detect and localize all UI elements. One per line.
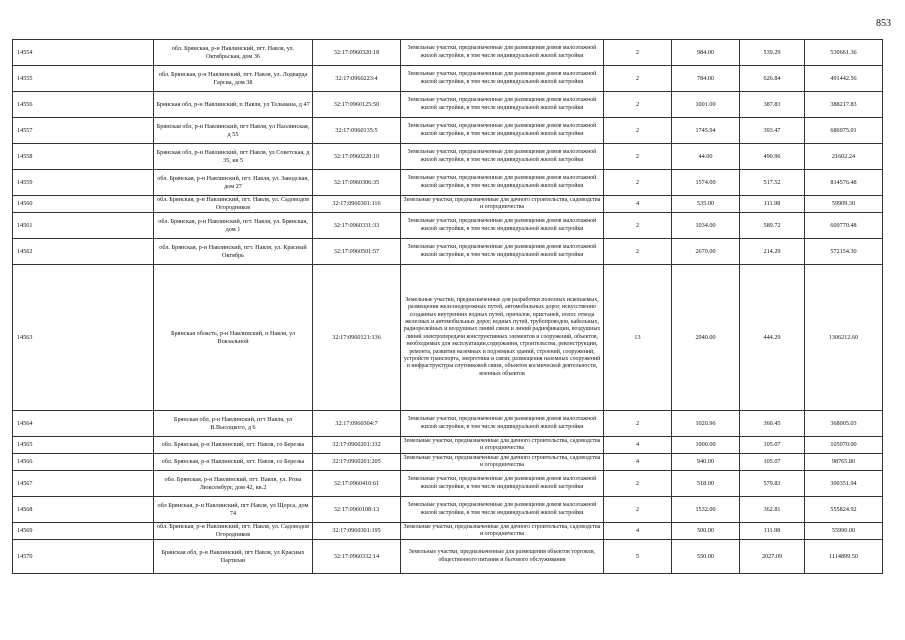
table-row	[13, 66, 883, 92]
land-use-cell: Земельные участки, предназначенные для размещения домов малоэтажной жилой застройки, в том числе индивидуальной жилой застройки	[401, 170, 604, 196]
use-group-cell: 2	[604, 144, 672, 170]
land-use-cell: Земельные участки, предназначенные для размещения домов малоэтажной жилой застройки, в том числе индивидуальной жилой застройки	[401, 118, 604, 144]
cadastral-value-cell: 98765.80	[805, 454, 883, 471]
land-use-cell: Земельные участки, предназначенные для размещения домов малоэтажной жилой застройки, в том числе индивидуальной жилой застройки	[401, 40, 604, 66]
land-use-cell: Земельные участки, предназначенные для дачного строительства, садоводства и огородничества	[401, 523, 604, 540]
cadastral-value-cell: 1114899.50	[805, 540, 883, 574]
address-cell: обл. Брянская, р-н Навлинский, пгт. Навля, ул. Заводская, дом 27	[154, 170, 313, 196]
specific-value-cell: 490.96	[740, 144, 805, 170]
use-group-cell: 13	[604, 265, 672, 411]
area-cell: 984.00	[672, 40, 740, 66]
parcel-id-cell: 14567	[13, 471, 154, 497]
land-use-cell: Земельные участки, предназначенные для размещения домов малоэтажной жилой застройки, в том числе индивидуальной жилой застройки	[401, 239, 604, 265]
parcel-id-cell: 14561	[13, 213, 154, 239]
land-use-cell: Земельные участки, предназначенные для размещения домов малоэтажной жилой застройки, в том числе индивидуальной жилой застройки	[401, 92, 604, 118]
area-cell: 1020.96	[672, 411, 740, 437]
parcel-id-cell: 14555	[13, 66, 154, 92]
parcel-id-cell: 14570	[13, 540, 154, 574]
specific-value-cell: 517.52	[740, 170, 805, 196]
address-cell: Брянская обл, р-н Навлинский, пгт Навля, ул Наолинская, д 55	[154, 118, 313, 144]
specific-value-cell: 579.83	[740, 471, 805, 497]
cadastral-number-cell: 32:17:0960108:13	[313, 497, 401, 523]
cadastral-value-cell: 555824.92	[805, 497, 883, 523]
land-use-cell: Земельные участки, предназначенные для размещения объектов торговли, общественного питания и бытового обслуживания	[401, 540, 604, 574]
cadastral-value-cell: 368005.03	[805, 411, 883, 437]
area-cell: 2670.00	[672, 239, 740, 265]
cadastral-number-cell: 32:17:0960320:18	[313, 40, 401, 66]
table-row	[13, 170, 883, 196]
cadastral-number-cell: 32:17:0960201:205	[313, 454, 401, 471]
specific-value-cell: 214.29	[740, 239, 805, 265]
address-cell: обл. Брянская, р-н Навлинский, пгт. Навля, ул. Садоводов Огородников	[154, 523, 313, 540]
area-cell: 535.00	[672, 196, 740, 213]
cadastral-number-cell: 32:17:0960301:116	[313, 196, 401, 213]
cadastral-value-cell: 105070.00	[805, 437, 883, 454]
area-cell: 940.00	[672, 454, 740, 471]
use-group-cell: 2	[604, 40, 672, 66]
area-cell: 1001.00	[672, 92, 740, 118]
table-row	[13, 523, 883, 540]
parcel-id-cell: 14556	[13, 92, 154, 118]
specific-value-cell: 360.45	[740, 411, 805, 437]
land-use-cell: Земельные участки, предназначенные для размещения домов малоэтажной жилой застройки, в том числе индивидуальной жилой застройки	[401, 144, 604, 170]
cadastral-value-cell: 59909.30	[805, 196, 883, 213]
table-row	[13, 196, 883, 213]
area-cell: 1000.00	[672, 437, 740, 454]
specific-value-cell: 105.07	[740, 437, 805, 454]
cadastral-number-cell: 32:17:0960201:332	[313, 437, 401, 454]
parcel-id-cell: 14560	[13, 196, 154, 213]
address-cell: обл. Брянская, р-н Навлинский, пгт. Навля, ул. Брянская, дом 1	[154, 213, 313, 239]
parcel-id-cell: 14563	[13, 265, 154, 411]
table-row	[13, 454, 883, 471]
address-cell: обл. Брянская, р-н Навлинский, пгт. Навля, ул. Красный Октябрь	[154, 239, 313, 265]
table-row	[13, 497, 883, 523]
address-cell: обл. Брянская, р-н Навлинский, пгт. Навля, ул. Садоводов Огородников	[154, 196, 313, 213]
use-group-cell: 2	[604, 66, 672, 92]
cadastral-value-cell: 686975.01	[805, 118, 883, 144]
land-use-cell: Земельные участки, предназначенные для дачного строительства, садоводства и огородничества	[401, 196, 604, 213]
cadastral-number-cell: 32:17:0960501:57	[313, 239, 401, 265]
area-cell: 518.00	[672, 471, 740, 497]
area-cell: 784.00	[672, 66, 740, 92]
parcel-id-cell: 14565	[13, 437, 154, 454]
use-group-cell: 2	[604, 471, 672, 497]
cadastral-value-cell: 530661.36	[805, 40, 883, 66]
table-body	[13, 40, 883, 574]
table-row	[13, 213, 883, 239]
parcel-id-cell: 14569	[13, 523, 154, 540]
cadastral-value-cell: 814576.48	[805, 170, 883, 196]
cadastral-number-cell: 32:17:0960306:35	[313, 170, 401, 196]
cadastral-value-cell: 609770.48	[805, 213, 883, 239]
parcel-id-cell: 14568	[13, 497, 154, 523]
cadastral-number-cell: 32:17:0960220:10	[313, 144, 401, 170]
cadastral-value-cell: 55990.00	[805, 523, 883, 540]
area-cell: 500.00	[672, 523, 740, 540]
address-cell: обл. Брянская, р-н Навлинский, пгт. Навля, ул. Лодварда Гарсиа, дом 38	[154, 66, 313, 92]
land-use-cell: Земельные участки, предназначенные для дачного строительства, садоводства и огородничества	[401, 437, 604, 454]
use-group-cell: 2	[604, 118, 672, 144]
table-row	[13, 265, 883, 411]
use-group-cell: 2	[604, 497, 672, 523]
use-group-cell: 4	[604, 454, 672, 471]
table-row	[13, 92, 883, 118]
land-use-cell: Земельные участки, предназначенные для дачного строительства, садоводства и огородничества	[401, 454, 604, 471]
cadastral-number-cell: 32:17:0960331:33	[313, 213, 401, 239]
address-cell: обл. Брянская, р-н Навлинский, пгт. Навля, ул. Розы Люксембург, дом 42, кв.2	[154, 471, 313, 497]
cadastral-number-cell: 32:17:0960301:195	[313, 523, 401, 540]
specific-value-cell: 393.47	[740, 118, 805, 144]
table-row	[13, 118, 883, 144]
use-group-cell: 4	[604, 523, 672, 540]
cadastral-number-cell: 32:17:0960410:61	[313, 471, 401, 497]
table-row	[13, 144, 883, 170]
cadastral-value-cell: 491442.56	[805, 66, 883, 92]
address-cell: Брянская обл, р-н Навлинский, п Навля, ул Тельмана, д 47	[154, 92, 313, 118]
area-cell: 550.00	[672, 540, 740, 574]
cadastral-number-cell: 32:17:0960223:4	[313, 66, 401, 92]
cadastral-number-cell: 32:17:0960125:50	[313, 92, 401, 118]
land-use-cell: Земельные участки, предназначенные для размещения домов малоэтажной жилой застройки, в том числе индивидуальной жилой застройки	[401, 66, 604, 92]
specific-value-cell: 539.29	[740, 40, 805, 66]
area-cell: 1034.00	[672, 213, 740, 239]
use-group-cell: 4	[604, 196, 672, 213]
area-cell: 1745.94	[672, 118, 740, 144]
use-group-cell: 4	[604, 437, 672, 454]
parcel-id-cell: 14558	[13, 144, 154, 170]
parcel-id-cell: 14564	[13, 411, 154, 437]
table-row	[13, 471, 883, 497]
cadastral-value-cell: 388217.83	[805, 92, 883, 118]
address-cell: обл. Брянская, р-н Навлинский, пгт. Навля, со Березка	[154, 454, 313, 471]
cadastral-value-cell: 572154.30	[805, 239, 883, 265]
use-group-cell: 5	[604, 540, 672, 574]
address-cell: Брянская область, р-н Навлинский, п Навля, ул Вокзальной	[154, 265, 313, 411]
table-row	[13, 239, 883, 265]
use-group-cell: 2	[604, 170, 672, 196]
parcel-id-cell: 14562	[13, 239, 154, 265]
address-cell: обл Брянская, р-н Навлинский, пгт Навля, ул Щорса, дом 74	[154, 497, 313, 523]
specific-value-cell: 111.98	[740, 523, 805, 540]
address-cell: Брянская обл, р-н Навлинский, пгт Навля, ул В.Высоцкого, д 6	[154, 411, 313, 437]
address-cell: обл. Брянская, р-н Навлинский, пгт. Навля, со Березка	[154, 437, 313, 454]
area-cell: 1574.00	[672, 170, 740, 196]
specific-value-cell: 387.83	[740, 92, 805, 118]
use-group-cell: 2	[604, 239, 672, 265]
table-row	[13, 540, 883, 574]
land-use-cell: Земельные участки, предназначенные для размещения домов малоэтажной жилой застройки, в том числе индивидуальной жилой застройки	[401, 411, 604, 437]
cadastral-number-cell: 32:17:0960121:136	[313, 265, 401, 411]
cadastral-number-cell: 32:17:0960332:14	[313, 540, 401, 574]
cadastral-value-cell: 300351.94	[805, 471, 883, 497]
specific-value-cell: 444.29	[740, 265, 805, 411]
page-number: 853	[876, 18, 891, 29]
address-cell: обл. Брянская, р-н Навлинский, пгт. Навля, ул. Октябрьская, дом 36	[154, 40, 313, 66]
table-row	[13, 437, 883, 454]
land-use-cell: Земельные участки, предназначенные для разработки полезных ископаемых, размещения железнодорожных путей, автомобильных дорог, искусственно созданных внутренних водных путей, причалов, пристаней, полос отвода железных и автомобильных дорог, водных путей, трубопроводов, кабельных, радиорелейных и воздушных линий связи и линий радиофикации, воздушных линий электропередачи конструктивных элементов и сооружений, объектов, необходимых для эксплуатации,содержания, строительства, реконструкции, ремонта, развития наземных и подземных зданий, строений, сооружений, устройств транспорта, энергетики и связи; размещения наземных сооружений и инфраструктуры спутниковой связи, объектов космической деятельности, военных объектов	[401, 265, 604, 411]
specific-value-cell: 111.98	[740, 196, 805, 213]
land-use-cell: Земельные участки, предназначенные для размещения домов малоэтажной жилой застройки, в том числе индивидуальной жилой застройки	[401, 471, 604, 497]
land-use-cell: Земельные участки, предназначенные для размещения домов малоэтажной жилой застройки, в том числе индивидуальной жилой застройки	[401, 497, 604, 523]
cadastral-value-cell: 1306212.60	[805, 265, 883, 411]
area-cell: 1532.00	[672, 497, 740, 523]
use-group-cell: 2	[604, 411, 672, 437]
table-row	[13, 411, 883, 437]
cadastral-value-cell: 21602.24	[805, 144, 883, 170]
address-cell: Брянская обл, р-н Навлинский, пгт Навля, ул Красных Партизан	[154, 540, 313, 574]
specific-value-cell: 105.07	[740, 454, 805, 471]
cadastral-number-cell: 32:17:0960304:7	[313, 411, 401, 437]
parcel-id-cell: 14566	[13, 454, 154, 471]
use-group-cell: 2	[604, 213, 672, 239]
land-cadastral-table	[12, 39, 883, 574]
area-cell: 2940.00	[672, 265, 740, 411]
cadastral-number-cell: 32:17:0960135:5	[313, 118, 401, 144]
specific-value-cell: 2027.09	[740, 540, 805, 574]
use-group-cell: 2	[604, 92, 672, 118]
land-use-cell: Земельные участки, предназначенные для размещения домов малоэтажной жилой застройки, в том числе индивидуальной жилой застройки	[401, 213, 604, 239]
specific-value-cell: 589.72	[740, 213, 805, 239]
specific-value-cell: 626.84	[740, 66, 805, 92]
parcel-id-cell: 14554	[13, 40, 154, 66]
parcel-id-cell: 14557	[13, 118, 154, 144]
address-cell: Брянская обл, р-н Навлинский, пгт Навля, ул Советская, д 35, кв 5	[154, 144, 313, 170]
specific-value-cell: 362.81	[740, 497, 805, 523]
area-cell: 44.00	[672, 144, 740, 170]
table-row	[13, 40, 883, 66]
parcel-id-cell: 14559	[13, 170, 154, 196]
